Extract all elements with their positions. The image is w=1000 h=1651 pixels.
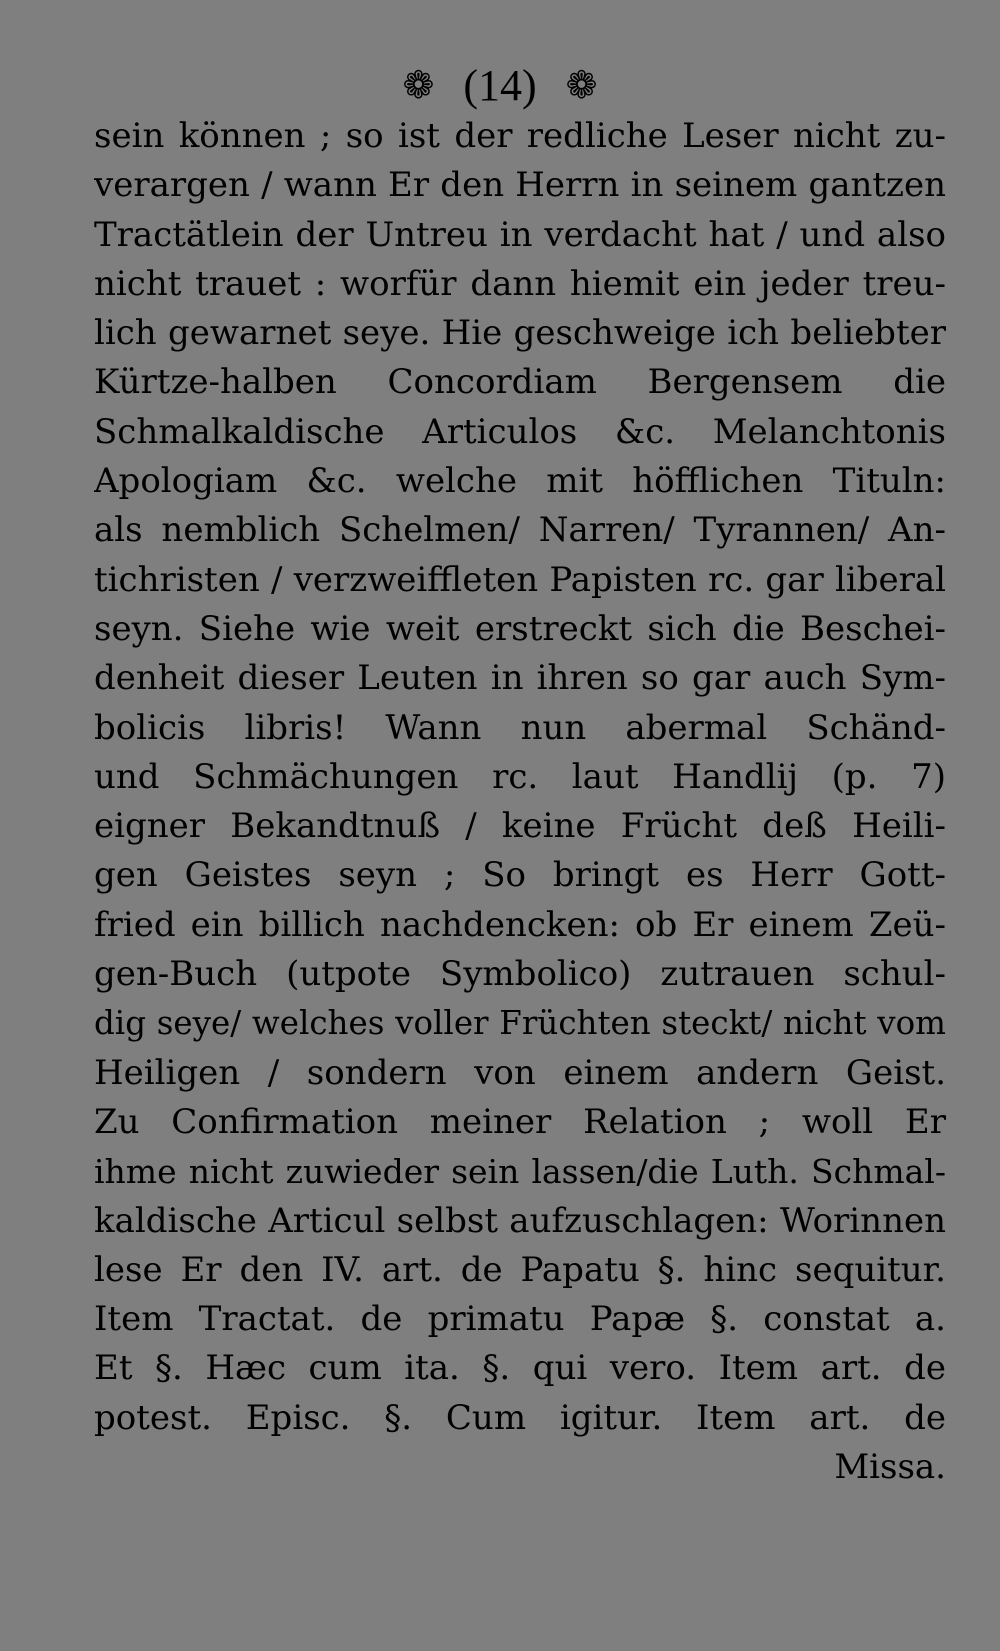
text-line: verargen / wann Er den Herrn in seinem gantzen <box>94 165 946 206</box>
text-line: tichristen / verzweiffleten Papisten rc. gar liberal <box>94 559 946 600</box>
page-number: (14) <box>463 60 537 110</box>
text-line: Apologiam &c. welche mit höfflichen Tituln: <box>94 461 946 502</box>
body-text <box>94 112 946 1492</box>
text-line: kaldische Articul selbst aufzuschlagen: Worinnen <box>94 1200 946 1241</box>
text-line: Item Tractat. de primatu Papæ §. constat a. <box>94 1299 946 1340</box>
page-header <box>0 52 1000 116</box>
text-line: fried ein billich nachdencken: ob Er einem Zeü- <box>94 904 946 945</box>
text-line: lich gewarnet seye. Hie geschweige ich beliebter <box>94 313 946 354</box>
text-line: als nemblich Schelmen/ Narren/ Tyrannen/ An- <box>94 510 946 551</box>
text-line: ihme nicht zuwieder sein lassen/die Luth. Schmal- <box>94 1152 946 1192</box>
text-line: Et §. Hæc cum ita. §. qui vero. Item art. de <box>94 1348 946 1389</box>
text-line: Kürtze-halben Concordiam Bergensem die <box>94 362 946 403</box>
text-line: sein können ; so ist der redliche Leser nicht zu- <box>94 116 946 156</box>
text-line: Heiligen / sondern von einem andern Geist. <box>94 1052 946 1093</box>
text-line: seyn. Siehe wie weit erstreckt sich die Beschei- <box>94 608 946 649</box>
catchword: Missa. <box>834 1447 946 1488</box>
text-line: gen Geistes seyn ; So bringt es Herr Gott- <box>94 855 946 896</box>
text-line: dig seye/ welches voller Früchten steckt/ nicht vom <box>94 1004 946 1043</box>
text-line: potest. Episc. §. Cum igitur. Item art. de <box>94 1397 946 1438</box>
text-line: denheit dieser Leuten in ihren so gar auch Sym- <box>94 658 946 699</box>
text-line: Schmalkaldische Articulos &c. Melanchtonis <box>94 411 946 452</box>
text-line: lese Er den IV. art. de Papatu §. hinc sequitur. <box>94 1249 946 1290</box>
text-line: Zu Confirmation meiner Relation ; woll Er <box>94 1101 946 1142</box>
text-line: bolicis libris! Wann nun abermal Schänd- <box>94 707 946 748</box>
text-line: eigner Bekandtnuß / keine Frücht deß Heili- <box>94 806 946 847</box>
ornament-left-icon: ❁ <box>402 64 435 107</box>
text-line: nicht trauet : worfür dann hiemit ein jeder treu- <box>94 263 946 304</box>
text-line: gen-Buch (utpote Symbolico) zutrauen schul- <box>94 954 946 995</box>
text-line: Tractätlein der Untreu in verdacht hat / und also <box>94 214 946 255</box>
text-line: und Schmächungen rc. laut Handlij (p. 7) <box>94 756 946 797</box>
ornament-right-icon: ❁ <box>565 64 598 107</box>
